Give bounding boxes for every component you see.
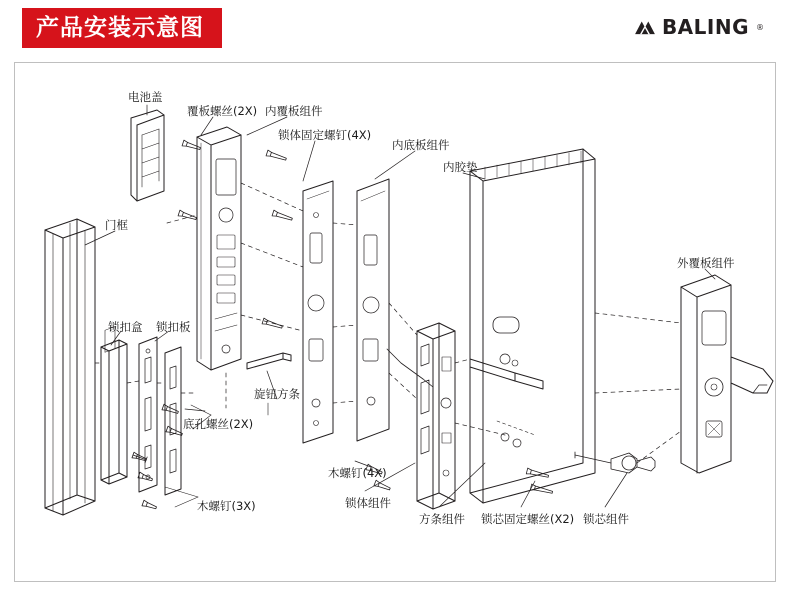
- door-frame-part: [45, 219, 95, 515]
- label-lock-body-assembly: 锁体组件: [345, 496, 391, 510]
- page-title: 产品安装示意图: [36, 14, 204, 41]
- label-cover-screws-2x: 覆板螺丝(2X): [187, 104, 258, 118]
- brand-logo: [634, 16, 764, 38]
- square-bar-assembly-part: [470, 359, 543, 447]
- label-square-bar-assembly: 方条组件: [419, 512, 465, 526]
- brand-name: BALING: [661, 15, 749, 39]
- battery-cover-part: [131, 110, 164, 201]
- strike-trim-plate-part: [165, 347, 181, 495]
- label-door-frame: 门框: [105, 218, 128, 232]
- lock-body-fixing-screw-part: [262, 150, 293, 330]
- label-wood-screws-3x: 木螺钉(3X): [197, 499, 256, 513]
- page-header: [0, 0, 790, 56]
- mountain-logo-icon: [634, 16, 656, 38]
- inner-base-assembly-part: [303, 181, 333, 443]
- label-inner-cover-assembly: 内覆板组件: [265, 104, 323, 118]
- strike-plate-part: [139, 337, 157, 492]
- outer-cover-assembly-part: [681, 275, 773, 473]
- lock-body-assembly-part: [417, 323, 455, 509]
- label-cylinder-fixing-screws: 锁芯固定螺丝(X2): [481, 512, 575, 526]
- label-cylinder-assembly: 锁芯组件: [583, 512, 629, 526]
- cover-screw-2x-part: [178, 140, 201, 221]
- label-inner-base-assembly: 内底板组件: [392, 138, 450, 152]
- door-panel-part: [470, 149, 595, 503]
- label-strike-plate: 锁扣板: [156, 320, 191, 334]
- label-inner-gasket: 内胶垫: [443, 160, 478, 174]
- label-wood-screws-4x: 木螺钉(4X): [328, 466, 387, 480]
- leader-lines: [85, 105, 715, 507]
- label-bottom-hole-screws: 底孔螺丝(2X): [183, 417, 254, 431]
- inner-cover-assembly-part: [197, 127, 241, 370]
- knob-square-bar-part: [247, 353, 291, 415]
- label-lock-body-fixing-screws: 锁体固定螺钉(4X): [278, 128, 372, 142]
- label-strike-box: 锁扣盒: [108, 320, 143, 334]
- diagram-frame: [14, 62, 776, 582]
- label-outer-cover-assembly: 外覆板组件: [677, 256, 735, 270]
- label-knob-square-bar: 旋钮方条: [254, 387, 300, 401]
- page-title-bar: [22, 8, 222, 48]
- brand-registered-mark: ®: [756, 22, 764, 32]
- strike-box-part: [101, 327, 127, 484]
- cylinder-assembly-part: [575, 452, 655, 473]
- label-battery-cover: 电池盖: [128, 90, 163, 104]
